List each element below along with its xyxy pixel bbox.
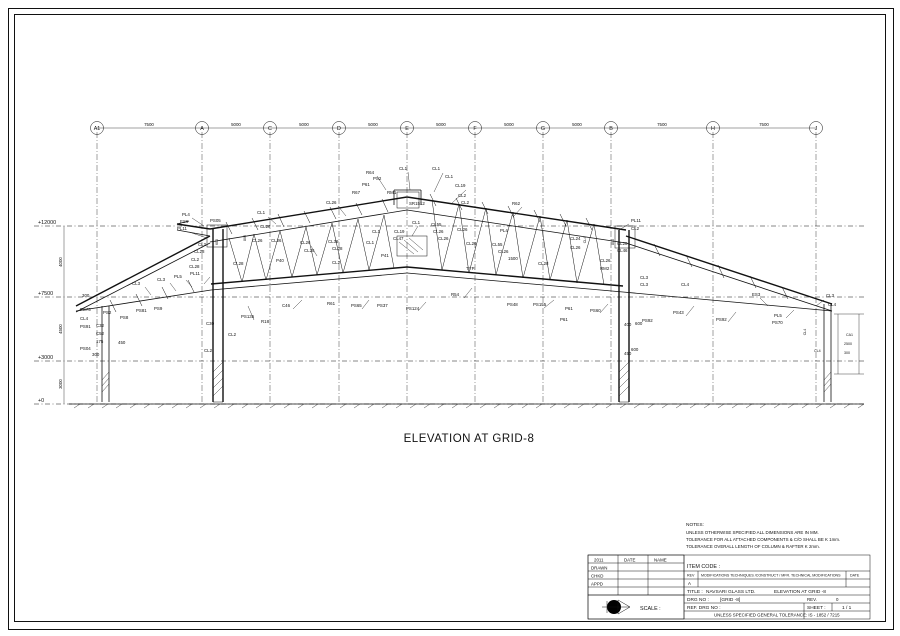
member-tag: CL1 [412,220,421,225]
rev-label: REV. [807,597,817,602]
dim-label: 5000 [299,122,309,127]
grid-lines [97,132,816,404]
member-tag: 400 [624,322,632,327]
dim-label: CA1 [846,333,853,337]
member-tag: P40 [276,258,284,263]
grid-label: H [711,126,715,132]
member-tag: 450 [118,340,126,345]
dim-label: 300 [844,351,850,355]
member-tag: CL26 [271,238,282,243]
drawing-title: ELEVATION AT GRID-8 [403,433,535,445]
grid-label: A1 [93,126,101,132]
chkd-row-label: CHKD [591,573,604,579]
name-col-header: NAME [654,557,667,563]
dim-label: 7500 [144,122,154,127]
member-tag: PS60 [590,308,601,313]
item-code-label: ITEM CODE : [687,564,720,570]
member-tag: C46 [282,303,291,308]
dim-label: CL4 [583,236,587,244]
member-tag: CL26 [498,249,509,254]
notes-heading: NOTES: [686,523,704,528]
member-tag: CL55 [431,222,442,227]
member-tag: CL3 [132,281,141,286]
member-tag: PS48 [507,302,518,307]
grid-label: C [268,126,272,132]
date-col-header-rev: DATE [850,573,860,578]
member-tag: PS2 [103,310,112,315]
dim-label: 5000 [436,122,446,127]
member-tag: PL4 [500,228,508,233]
grid-label: G [540,126,546,132]
level-label: +12000 [38,220,57,226]
sheet-label: SHEET : [807,606,826,611]
title-label: TITLE : [687,590,703,595]
notes-line: TOLERANCE OVERALL LENGTH OF COLUMN & RAFTER K 2mm. [686,544,820,549]
member-tag: CL1 [432,166,441,171]
member-tag: PS9 [154,306,163,311]
grid-label: F [473,126,477,132]
member-tag: CL28 [332,246,343,251]
member-tag: C30 [206,321,215,326]
member-tag: PS05 [210,218,221,223]
member-tag: PS2 [373,176,382,181]
member-tag: PS43 [673,310,684,315]
member-tag: CL26 [570,245,581,250]
dim-label: 3000 [58,379,63,389]
member-tag: C52 [96,331,105,336]
member-tag: PS75 [80,307,91,312]
member-tag: PS92 [642,318,653,323]
dim-label: 7500 [657,122,667,127]
level-lines [34,220,864,404]
member-tag: CL4 [681,282,690,287]
notes-line: UNLESS OTHERWISE SPECIFIED ALL DIMENSIONS ARE IN MM. [686,530,819,535]
member-tag: C32 [96,323,105,328]
rev-no: 0 [836,597,839,602]
grid-label: A [200,126,204,132]
member-tag: CL28 [233,261,244,266]
member-tag: P61 [362,182,370,187]
scale-label: SCALE : [640,606,661,612]
dim-label: 4000 [58,257,63,267]
member-tag: CL1 [257,210,266,215]
member-tag: CL26 [252,238,263,243]
dim-label: 7500 [759,122,769,127]
year-label: 2011 [594,557,604,563]
member-tag: PL5 [174,274,182,279]
member-tag: PL4 [182,212,190,217]
member-tag: CL4 [80,316,89,321]
member-tag: CL28 [538,261,549,266]
member-tag: CL3 [157,277,166,282]
member-tag: CL25 [304,248,315,253]
dim-label: 800 [611,239,615,245]
notes-block [686,522,840,549]
member-tag: PS91 [80,324,91,329]
dim-label: CL4 [814,349,821,353]
modifications-col-header: MODIFICATIONS TECHNIQUES /CONSTRUCT / MFR. TECHNICAL MODIFICATIONS [701,573,841,578]
member-tag: PS70 [772,320,783,325]
member-tag: PS8 [120,315,129,320]
member-tag: R64 [366,170,375,175]
member-tag: CL2 [228,332,237,337]
member-tag: PS92 [716,317,727,322]
ref-drg-label: REF. DRG NO : [687,606,721,611]
member-tag: 450 [624,351,632,356]
member-tag: 300 [82,293,90,298]
member-tag: 600 [631,347,639,352]
member-tag: CL26 [438,236,449,241]
notes-line: TOLERANCE FOR ALL ATTACHED COMPONENTS & C/O SHALL BE K 1mm. [686,537,841,542]
level-label: +0 [38,398,45,404]
member-tag: CL28 [194,249,205,254]
level-label: +7500 [38,291,54,297]
member-tag: PL11 [190,271,200,276]
grid-label: D [337,126,341,132]
member-tag: CL1 [445,174,454,179]
member-tag: CL26 [260,224,271,229]
member-tag: PS65 [351,303,362,308]
member-tag: CL2 [204,348,213,353]
member-tag: CL3 [640,282,649,287]
member-tag: 1500 [508,256,518,261]
member-tag: P41 [381,253,389,258]
dim-label: 5000 [504,122,514,127]
member-tag: R67 [352,190,361,195]
dim-label: 600 [215,239,219,245]
company-name: NAVSARI GLASS LTD. [706,590,756,595]
member-tag: CL39 [328,239,339,244]
member-tag: CL26 [326,200,337,205]
top-dimension-chain [97,122,816,128]
member-tag: PL11 [631,218,641,223]
member-tag: PS04 [80,346,91,351]
drawn-row-label: DRAWN [591,565,608,571]
member-tag: CL3 [826,293,835,298]
title-value: ELEVATION AT GRID -8 [774,590,826,595]
member-tag: CL1 [366,240,375,245]
dim-label: 5000 [368,122,378,127]
member-tag: CL2 [198,242,207,247]
member-tag: SR1512 [409,201,425,206]
member-tag: ES6 [180,219,189,224]
member-tag: CL55 [492,242,503,247]
member-tag: CL26 [600,258,611,263]
member-tag: CL28 [189,264,200,269]
member-tag: R62 [512,201,521,206]
member-tag: CL46 [617,248,628,253]
sheet-value: 1 / 1 [842,606,852,611]
member-tag: P61 [565,306,573,311]
date-col-header: DATE [624,557,636,563]
member-tag: PS155 [533,302,547,307]
ground-hatch [69,404,864,408]
member-tag: P61 [560,317,568,322]
member-tag: PS81 [136,308,147,313]
appd-row-label: APPD [591,581,603,587]
member-tag: TYP. [466,266,476,271]
member-tag: CL1 [399,166,408,171]
drg-no-label: DRG NO : [687,598,709,603]
level-label: +3000 [38,355,54,361]
drawing-area [14,14,884,620]
drg-no-value: [GRID -8] [720,598,741,603]
dim-label: 800 [243,235,247,241]
rev-col-header: REV [687,573,695,578]
member-tag: R54 [451,292,460,297]
title-block-footer: UNLESS SPECIFIED GENERAL TOLERANCE: IS - 1852 / 7215 [714,612,840,618]
member-tag: CL4 [828,302,837,307]
member-tag: CL2 [631,226,640,231]
member-tag: CL26 [457,227,468,232]
member-tag: CL26 [466,241,477,246]
member-tag: 175 [96,339,104,344]
member-tag: RM2 [600,266,610,271]
member-tag: CL26 [300,240,311,245]
member-tag: CL2 [191,257,200,262]
dim-label: 2500 [844,342,852,346]
leader-lines [145,172,824,322]
dim-label: 5000 [572,122,582,127]
member-tag: CL19 [455,183,466,188]
member-tag: CL1 [372,229,381,234]
member-tag: 600 [635,321,643,326]
member-tag: CL28 [617,241,628,246]
member-tag: CL26 [433,229,444,234]
grid-label: J [814,126,818,132]
dim-label: 4500 [58,324,63,334]
member-tag: PS135 [241,314,255,319]
member-tag: CL3 [640,275,649,280]
title-block [588,555,870,619]
member-tag: CL24 [570,236,581,241]
member-tag: CL2 [461,200,470,205]
member-tag: 300 [92,352,100,357]
member-tag: CL2 [458,193,467,198]
member-tag: CL2 [332,260,341,265]
grid-label: B [609,126,613,132]
member-annotations [80,166,853,357]
member-tag: PS124 [406,306,420,311]
member-tag: R61 [327,301,336,306]
member-tag: PL11 [177,226,187,231]
rev-value: A [688,581,691,586]
member-tag: RM1 [387,190,397,195]
member-tag: PL5 [774,313,782,318]
member-tag: PS37 [377,303,388,308]
member-tag: R18 [261,319,270,324]
member-tag: CL47 [393,236,404,241]
dim-label: 5000 [231,122,241,127]
dim-label: CL4 [803,328,807,336]
member-tag: ES3 [752,292,761,297]
grid-label: E [405,126,409,132]
member-tag: CL19 [394,229,405,234]
